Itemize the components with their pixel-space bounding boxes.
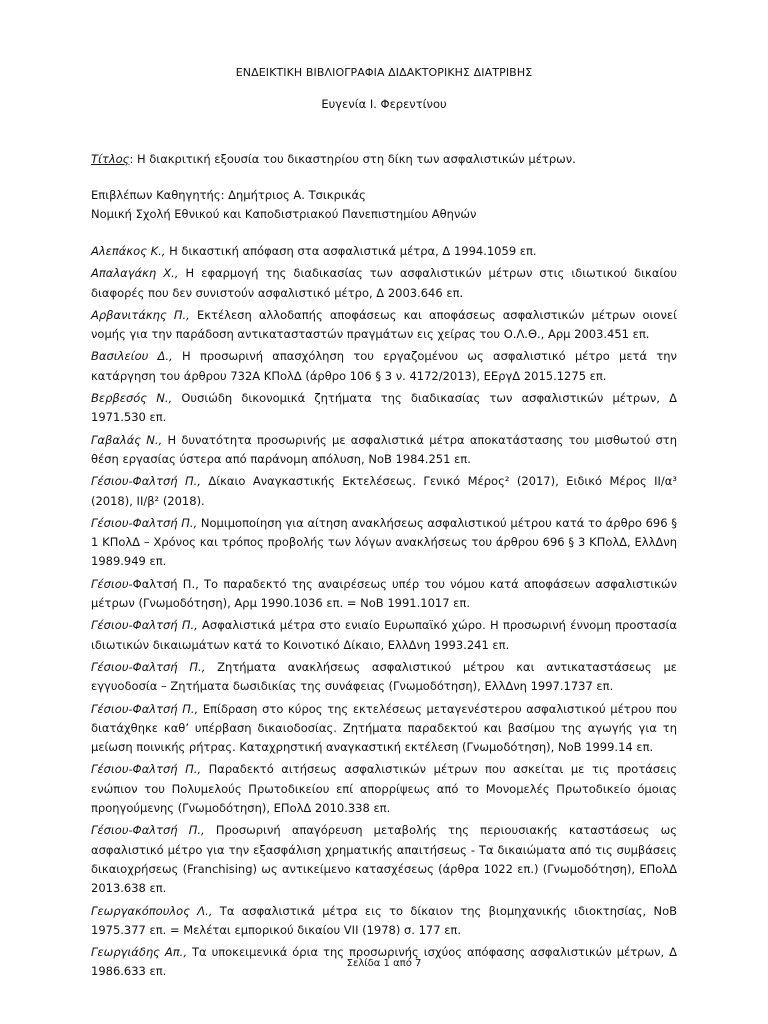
entry-author: Γέσιου-	[91, 576, 133, 591]
document-title: ΕΝΔΕΙΚΤΙΚΗ ΒΙΒΛΙΟΓΡΑΦΙΑ ΔΙΔΑΚΤΟΡΙΚΗΣ ΔΙΑΤΡΙΒΗΣ	[235, 66, 533, 79]
entry-text: Παραδεκτό αιτήσεως ασφαλιστικών μέτρων που ασκείται με τις προτάσεις ενώπιον του Πολυμελούς Πρωτοδικείου επί απορρίψεως από το Μονομελές Πρωτοδικείο όμοιας προηγούμενης (Γνωμοδότηση), ΕΠολΔ 2010.338 επ.	[91, 762, 677, 816]
entry-author: Γαβαλάς Ν.,	[91, 432, 163, 447]
entry-text: Η δυνατότητα προσωρινής με ασφαλιστικά μέτρα αποκατάστασης του μισθωτού στη θέση εργασίας ύστερα από παράνομη απόλυση, ΝοΒ 1984.251 επ.	[91, 432, 677, 466]
entry-author: Βερβεσός Ν.,	[91, 391, 173, 406]
entry-author: Βασιλείου Δ.,	[91, 349, 173, 364]
entry-text: Η προσωρινή απασχόληση του εργαζομένου ως ασφαλιστικό μέτρο μετά την κατάργηση του άρθρου 732Α ΚΠολΔ (άρθρο 106 § 3 ν. 4172/2013), ΕΕργΔ 2015.1275 επ.	[91, 349, 677, 383]
entry-text: Ασφαλιστικά μέτρα στο ενιαίο Ευρωπαϊκό χώρο. Η προσωρινή έννομη προστασία ιδιωτικών δικαιωμάτων κατά το Κοινοτικό Δίκαιο, ΕλλΔνη 1993.241 επ.	[91, 618, 677, 652]
bibliography-entry	[91, 514, 677, 572]
entry-text: Ουσιώδη δικονομικά ζητήματα της διαδικασίας των ασφαλιστικών μέτρων, Δ 1971.530 επ.	[91, 391, 677, 425]
bibliography-entry	[91, 760, 677, 818]
school-line: Νομική Σχολή Εθνικού και Καποδιστριακού Πανεπιστημίου Αθηνών	[91, 207, 477, 221]
entry-author: Απαλαγάκη Χ.,	[91, 266, 179, 281]
entry-author: Γέσιου-Φαλτσή Π.,	[91, 823, 205, 838]
entry-text: Τα υποκειμενικά όρια της προσωρινής ισχύος απόφασης ασφαλιστικών μέτρων, Δ 1986.633 επ.	[91, 945, 678, 979]
bibliography-entry	[91, 616, 677, 655]
entry-author: Γέσιου-Φαλτσή Π.,	[91, 701, 199, 716]
entry-author: Γέσιου-Φαλτσή Π.,	[91, 659, 206, 674]
entry-author: Γέσιου-Φαλτσή Π.,	[91, 762, 202, 777]
entry-text: Νομιμοποίηση για αίτηση ανακλήσεως ασφαλιστικού μέτρου κατά το άρθρο 696 § 1 ΚΠολΔ – Χρόνος και τρόπος προβολής των λόγων ανακλήσεως του άρθρου 696 § 3 ΚΠολΔ, ΕλλΔνη 1989.949 επ.	[91, 515, 677, 569]
entry-text: Η εφαρμογή της διαδικασίας των ασφαλιστικών μέτρων στις ιδιωτικού δικαίου διαφορές που δεν συνιστούν ασφαλιστικό μέτρο, Δ 2003.646 επ.	[91, 266, 677, 300]
bibliography-entry	[91, 658, 677, 697]
bibliography-entry	[91, 242, 677, 261]
entry-author: Γεωργακόπουλος Λ.,	[91, 903, 213, 918]
entry-text: Εκτέλεση αλλοδαπής αποφάσεως και αποφάσεως ασφαλιστικών μέτρων οιονεί νομής για την παράδοση αντικατασταστών πραγμάτων εις χείρας του Ο.Λ.Θ., Αρμ 2003.451 επ.	[91, 307, 677, 342]
bibliography-entry	[91, 347, 677, 386]
entry-author: Αλεπάκος Κ.,	[91, 244, 166, 258]
page-footer: Σελίδα 1 από 7	[346, 958, 422, 969]
entry-text: Φαλτσή Π., Το παραδεκτό της αναιρέσεως υπέρ του νόμου κατά αποφάσεων ασφαλιστικών μέτρων (Γνωμοδότηση), Αρμ 1990.1036 επ. = ΝοΒ 1991.1017 επ.	[91, 576, 677, 611]
bibliography-entry	[91, 264, 677, 303]
thesis-topic	[91, 152, 677, 166]
bibliography-entry	[91, 902, 677, 941]
bibliography-entry	[91, 700, 677, 758]
supervisor-line: Επιβλέπων Καθηγητής: Δημήτριος Α. Τσικρικάς	[91, 188, 366, 202]
entry-text: Τα ασφαλιστικά μέτρα εις το δίκαιον της βιομηχανικής ιδιοκτησίας, ΝοΒ 1975.377 επ. = Μελέται εμπορικού δικαίου VII (1978) σ. 177 επ.	[91, 903, 678, 937]
bibliography-entry	[91, 306, 677, 345]
entry-author: Γεωργιάδης Απ.,	[91, 945, 187, 960]
bibliography-entry	[91, 575, 677, 614]
entry-author: Αρβανιτάκης Π.,	[91, 307, 190, 322]
document-author: Ευγενία Ι. Φερεντίνου	[321, 97, 447, 111]
entry-text: Ζητήματα ανακλήσεως ασφαλιστικού μέτρου και αντικαταστάσεως με εγγυοδοσία – Ζητήματα δωσιδικίας της συνάφειας (Γνωμοδότηση), ΕλλΔνη 1997.1737 επ.	[91, 659, 677, 694]
document-page	[91, 0, 677, 1024]
bibliography-entry	[91, 821, 677, 898]
entry-author: Γέσιου-Φαλτσή Π.,	[91, 618, 198, 633]
entry-author: Γέσιου-Φαλτσή Π.,	[91, 515, 198, 530]
topic-label: Τίτλος	[91, 152, 130, 166]
entry-author: Γέσιου-Φαλτσή Π.,	[91, 474, 201, 489]
bibliography-entry	[91, 431, 677, 470]
bibliography-entry	[91, 389, 677, 428]
entry-text: Η δικαστική απόφαση στα ασφαλιστικά μέτρα, Δ 1994.1059 επ.	[165, 244, 537, 258]
entry-text: Επίδραση στο κύρος της εκτελέσεως μεταγενέστερου ασφαλιστικού μέτρου που διατάχθηκε καθ’ υπέρβαση δικαιοδοσίας. Ζητήματα παραδεκτού και βασίμου της αγωγής για τη μείωση ποινικής ρήτρας. Καταχρηστική αναγκαστική εκτέλεση (Γνωμοδότηση), ΝοΒ 1999.14 επ.	[91, 701, 677, 755]
topic-text: : Η διακριτική εξουσία του δικαστηρίου στη δίκη των ασφαλιστικών μέτρων.	[129, 152, 576, 166]
bibliography-entry	[91, 472, 677, 511]
entry-text: Προσωρινή απαγόρευση μεταβολής της περιουσιακής καταστάσεως ως ασφαλιστικό μέτρο για την εξασφάλιση χρηματικής απαιτήσεως - Τα δικαιώματα από τις συμβάσεις δικαιοχρήσεως (Franchising) ως αντικείμενο κατασχέσεως (άρθρα 1022 επ.) (Γνωμοδότηση), ΕΠολΔ 2013.638 επ.	[91, 823, 677, 896]
entry-text: Δίκαιο Αναγκαστικής Εκτελέσεως. Γενικό Μέρος² (2017), Ειδικό Μέρος ΙΙ/α³ (2018), ΙΙ/β² (2018).	[91, 474, 677, 508]
bibliography-list	[91, 242, 677, 985]
